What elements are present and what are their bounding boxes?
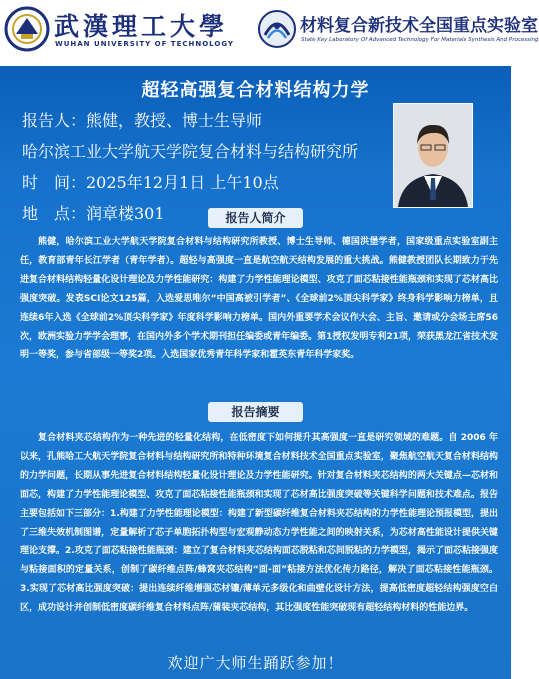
university-name-en: WUHAN UNIVERSITY OF TECHNOLOGY [55, 40, 234, 48]
speaker-photo [393, 103, 473, 208]
place-line: 地 点：润章楼301 [22, 204, 165, 223]
speaker-portrait-icon [394, 104, 472, 207]
bio-paragraph: 熊健，哈尔滨工业大学航天学院复合材料与结构研究所教授、博士生导师、德国洪堡学者，国家级重点实验室副主任，教育部青年长江学者（青年学者）。超轻与高强度一直是航空航天结构发展的重大挑战。熊健教授团队长期致力于先进复合材料结构轻量化设计理论及力学性能研究：构建了力学性能理论模型、攻克了面芯粘接性能瓶颈和实现了芯材高比强度突破。发表SCI论文125篇，入选爱思唯尔“中国高被引学者”、《全球前2%顶尖科学家》终身科学影响力榜单，且连续6年入选《全球前2%顶尖科学家》年度科学影响力榜单。国内外重要学术会议作大会、主旨、邀请或分会场主席56次，欧洲实验力学学会理事，在国内外多个学术期刊担任编委或青年编委。第1授权发明专利21项，荣获黑龙江省技术发明一等奖，参与省部级一等奖2项。入选国家优秀青年科学家和霍英东青年科学家奖。 [20, 237, 498, 361]
university-name: 武漢理工大學 [54, 12, 229, 41]
bio-heading: 报告人简介 [208, 208, 303, 228]
whut-emblem-icon [4, 6, 50, 52]
abstract-paragraph: 复合材料夹芯结构作为一种先进的轻量化结构，在低密度下如何提升其高强度一直是研究领域的难题。自 2006 年以来，孔熊哈工大航天学院复合材料与结构研究所和特种环境复合材料技术全国重点实验室，聚焦航空航天复合材料结构的力学问题，长期从事先进复合材料结构轻量化设计理论及力学性能研究。针对复合材料夹芯结构的两大关键点—芯材和面芯，构建了力学性能理论模型、攻克了面芯粘接性能瓶颈和实现了芯材高比强度突破等关键科学问题和技术难点。报告主要包括如下三部分：1.构建了力学性能理论模型：构建了新型碳纤维复合材料夹芯结构的力学性能理论预报模型，提出了三维失效机制图谱，定量解析了芯子单胞拓扑构型与宏观静动态力学性能之间的映射关系，为芯材高性能设计提供关键理论支撑。2.攻克了面芯粘接性能瓶颈：建立了复合材料夹芯结构面芯脱粘和芯间脱粘的力学模型，揭示了面芯粘接强度与粘接面积的定量关系，创制了碳纤维点阵/蜂窝夹芯结构“面-面”粘接方法优化传力路径，解决了面芯粘接性能瓶颈。3.实现了芯材高比强度突破：提出连续纤维增强芯材镶/薄单元多级化和曲壁化设计方法，提高低密度超轻结构强度空白区，成功设计并创制低密度碳纤维复合材料点阵/蒲装夹芯结构，其比强度性能突破现有超轻结构材料的性能边界。 [20, 433, 498, 614]
time-line: 时 间：2025年12月1日 上午10点 [22, 173, 279, 192]
poster-body [0, 66, 511, 679]
affiliation-line: 哈尔滨工业大学航天学院复合材料与结构研究所 [22, 142, 359, 161]
abstract-heading: 报告摘要 [208, 402, 303, 422]
talk-title: 超轻高强复合材料结构力学 [141, 80, 370, 101]
header-banner [0, 0, 539, 67]
lab-emblem-icon [257, 9, 297, 49]
speaker-line: 报告人：熊健，教授、博士生导师 [22, 111, 263, 130]
lab-name: 材料复合新技术全国重点实验室 [300, 16, 538, 36]
closing-line: 欢迎广大师生踊跃参加！ [167, 654, 344, 672]
lab-name-en: State Key Laboratory Of Advanced Technology For Materials Synthesis And Processing [301, 37, 539, 43]
